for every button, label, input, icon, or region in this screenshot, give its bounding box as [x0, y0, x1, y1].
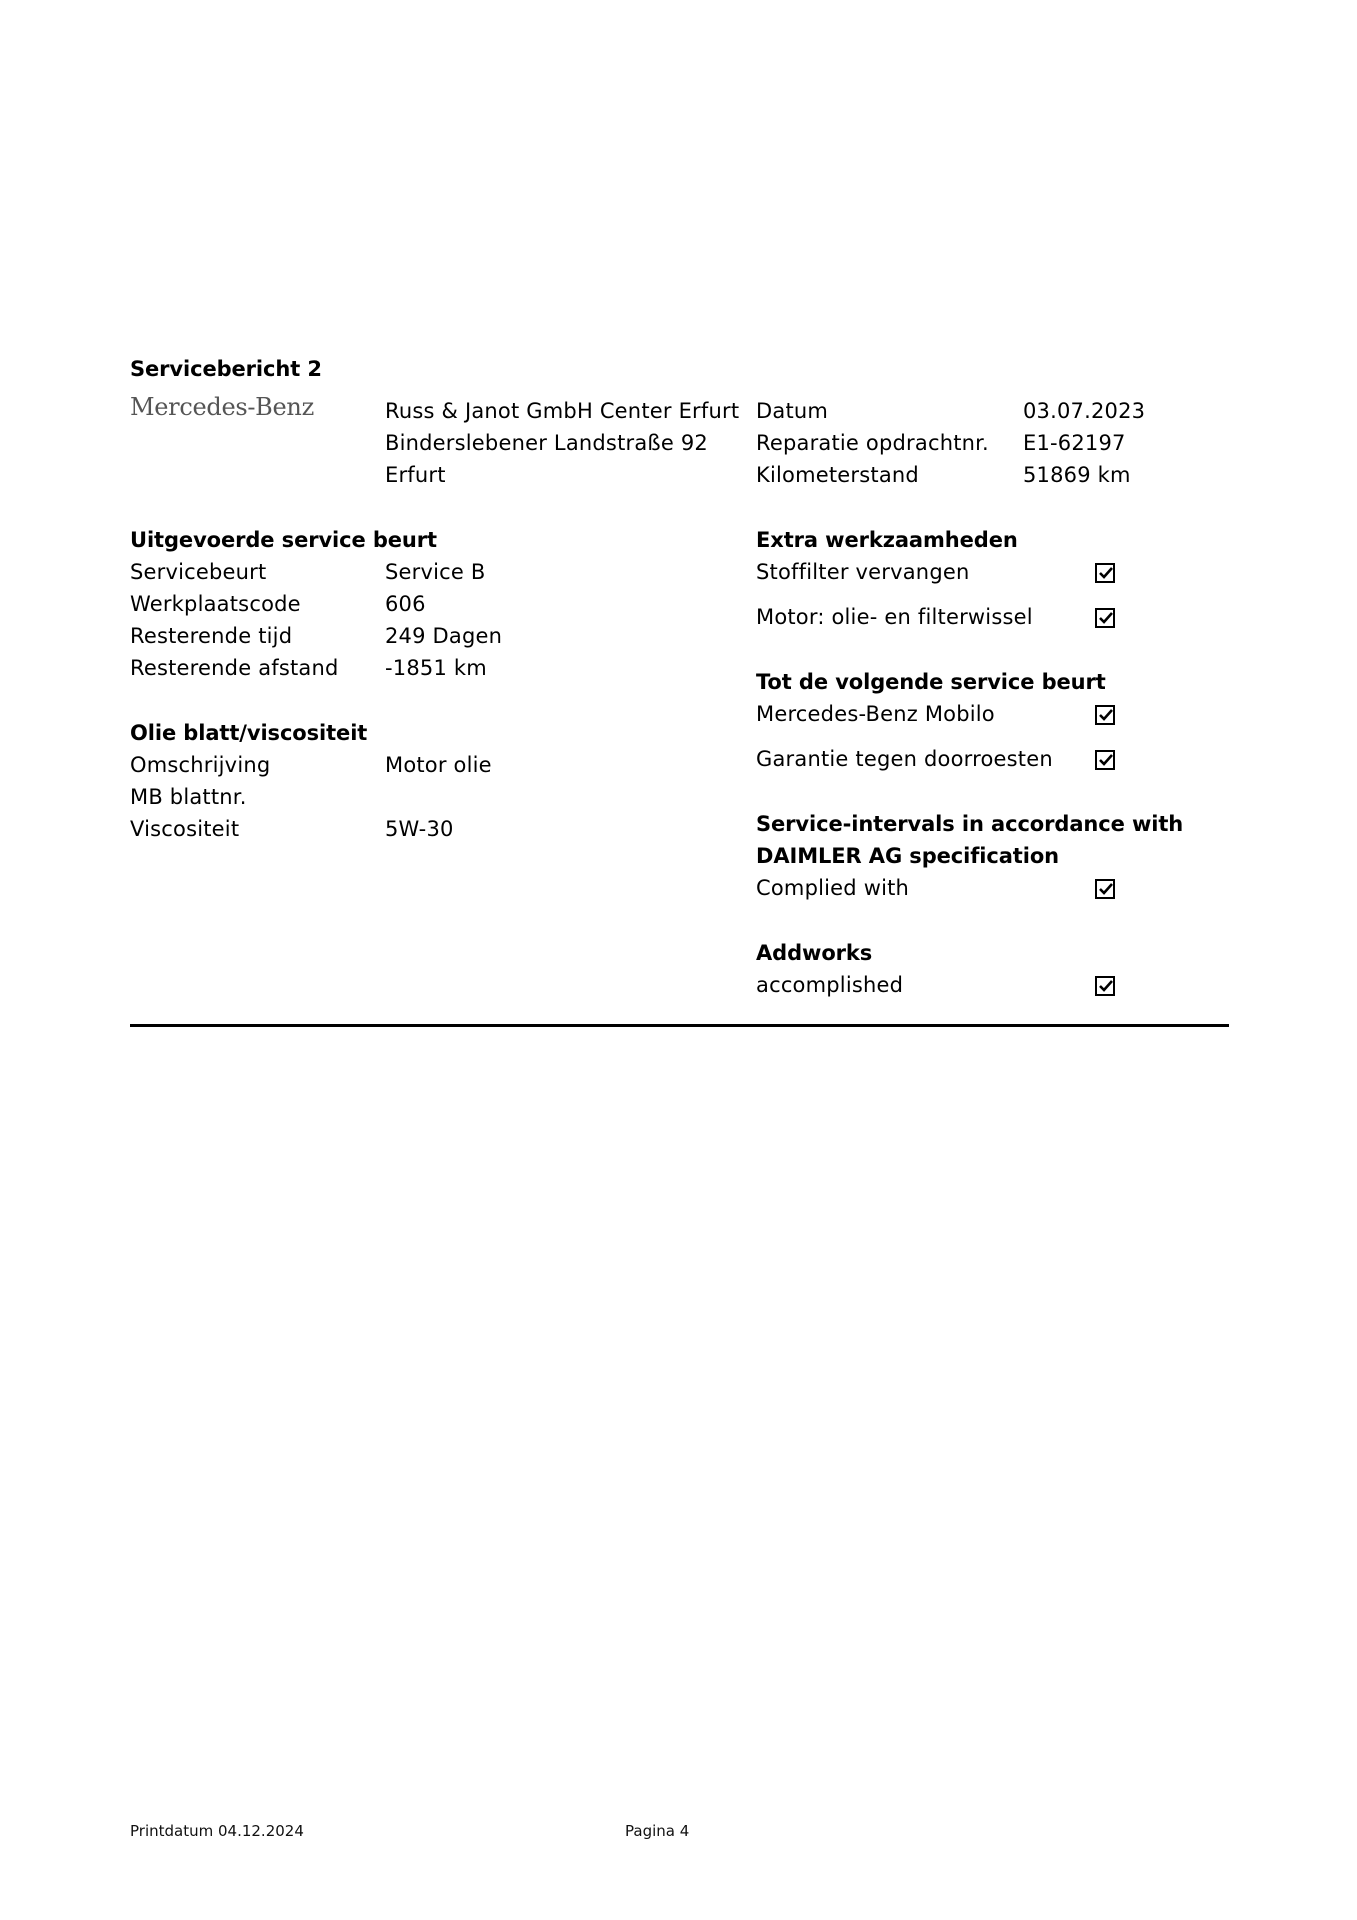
checkbox-checked-icon	[1095, 976, 1115, 996]
intervals-item-label: Complied with	[756, 876, 910, 900]
meta-value-date: 03.07.2023	[1023, 399, 1146, 423]
checkbox-checked-icon	[1095, 705, 1115, 725]
report-title: Servicebericht 2	[130, 357, 322, 381]
footer-printdate: Printdatum 04.12.2024	[130, 1822, 304, 1840]
service-value-distance: -1851 km	[385, 656, 487, 680]
checkbox-checked-icon	[1095, 608, 1115, 628]
brand-logo: Mercedes-Benz	[130, 393, 314, 421]
extra-item-label: Motor: olie- en filterwissel	[756, 605, 1033, 629]
oil-heading: Olie blatt/viscositeit	[130, 721, 368, 745]
service-value-code: 606	[385, 592, 426, 616]
extra-item-label: Stoffilter vervangen	[756, 560, 970, 584]
oil-label-partnr: MB blattnr.	[130, 785, 247, 809]
meta-value-mileage: 51869 km	[1023, 463, 1131, 487]
meta-label-date: Datum	[756, 399, 829, 423]
addworks-heading: Addworks	[756, 941, 873, 965]
addworks-item-label: accomplished	[756, 973, 904, 997]
service-heading: Uitgevoerde service beurt	[130, 528, 437, 552]
oil-value-description: Motor olie	[385, 753, 492, 777]
service-label-code: Werkplaatscode	[130, 592, 301, 616]
service-label-type: Servicebeurt	[130, 560, 267, 584]
dealer-street: Binderslebener Landstraße 92	[385, 431, 708, 455]
meta-value-order: E1-62197	[1023, 431, 1126, 455]
checkbox-checked-icon	[1095, 563, 1115, 583]
next-item-label: Mercedes-Benz Mobilo	[756, 702, 995, 726]
next-item-label: Garantie tegen doorroesten	[756, 747, 1053, 771]
intervals-heading: Service-intervals in accordance with	[756, 812, 1184, 836]
service-value-type: Service B	[385, 560, 486, 584]
extra-heading: Extra werkzaamheden	[756, 528, 1018, 552]
oil-value-viscosity: 5W-30	[385, 817, 454, 841]
next-heading: Tot de volgende service beurt	[756, 670, 1106, 694]
oil-label-viscosity: Viscositeit	[130, 817, 240, 841]
footer-page-number: Pagina 4	[625, 1822, 690, 1840]
intervals-heading-line2: DAIMLER AG specification	[756, 844, 1059, 868]
section-divider	[130, 1024, 1229, 1027]
dealer-name: Russ & Janot GmbH Center Erfurt	[385, 399, 740, 423]
service-label-time: Resterende tijd	[130, 624, 293, 648]
service-label-distance: Resterende afstand	[130, 656, 339, 680]
checkbox-checked-icon	[1095, 879, 1115, 899]
meta-label-mileage: Kilometerstand	[756, 463, 919, 487]
dealer-city: Erfurt	[385, 463, 446, 487]
oil-label-description: Omschrijving	[130, 753, 271, 777]
service-value-time: 249 Dagen	[385, 624, 503, 648]
meta-label-order: Reparatie opdrachtnr.	[756, 431, 989, 455]
checkbox-checked-icon	[1095, 750, 1115, 770]
